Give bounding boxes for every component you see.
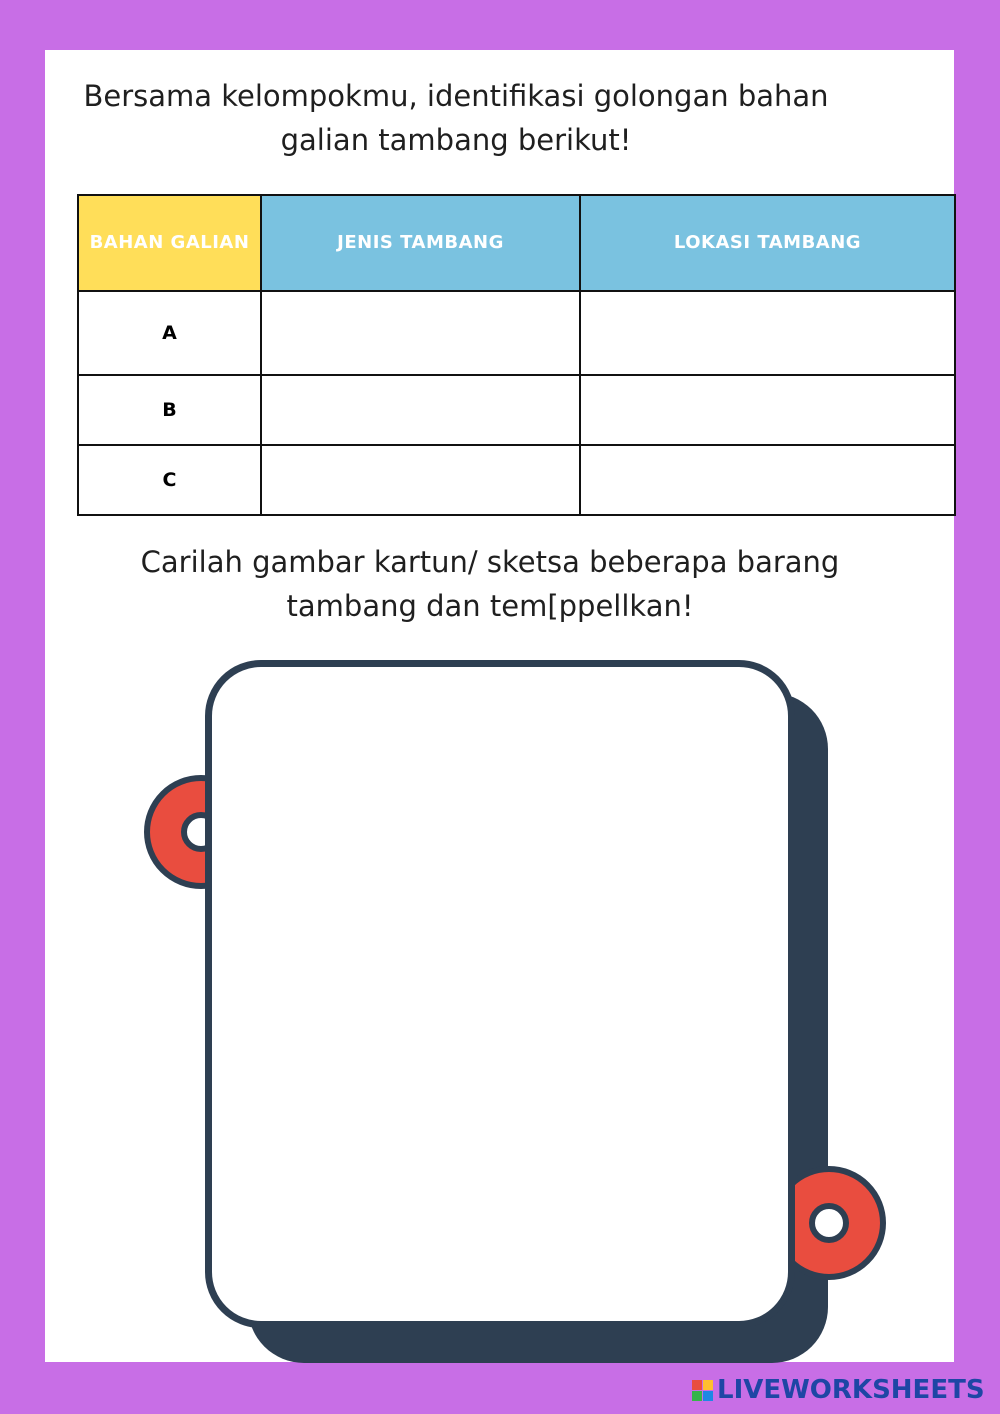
header-lokasi-tambang: LOKASI TAMBANG: [580, 195, 955, 291]
intro-line-1: Bersama kelompokmu, identifikasi golongan bahan: [83, 79, 829, 113]
jenis-tambang-cell-a[interactable]: [261, 291, 580, 375]
row-label-b: B: [78, 375, 261, 445]
instruction-line-1: Carilah gambar kartun/ sketsa beberapa barang: [140, 545, 840, 579]
table-row: [78, 445, 955, 515]
table-header-row: [78, 195, 955, 291]
row-label-a: A: [78, 291, 261, 375]
row-label-c: C: [78, 445, 261, 515]
lokasi-tambang-cell-c[interactable]: [580, 445, 955, 515]
lokasi-tambang-cell-b[interactable]: [580, 375, 955, 445]
header-bahan-galian: BAHAN GALIAN: [78, 195, 261, 291]
liveworksheets-branding: [692, 1372, 985, 1408]
liveworksheets-logo-icon: [692, 1380, 713, 1401]
jenis-tambang-cell-c[interactable]: [261, 445, 580, 515]
table-row: [78, 375, 955, 445]
intro-heading: [30, 74, 882, 162]
instruction-heading: [90, 540, 890, 628]
jenis-tambang-cell-b[interactable]: [261, 375, 580, 445]
image-drop-area[interactable]: [205, 660, 795, 1328]
instruction-line-2: tambang dan tem[ppellkan!: [286, 589, 694, 623]
table-row: [78, 291, 955, 375]
header-jenis-tambang: JENIS TAMBANG: [261, 195, 580, 291]
intro-line-2: galian tambang berikut!: [280, 123, 632, 157]
mining-table: [77, 194, 956, 516]
lokasi-tambang-cell-a[interactable]: [580, 291, 955, 375]
brand-name: LIVEWORKSHEETS: [717, 1375, 985, 1405]
